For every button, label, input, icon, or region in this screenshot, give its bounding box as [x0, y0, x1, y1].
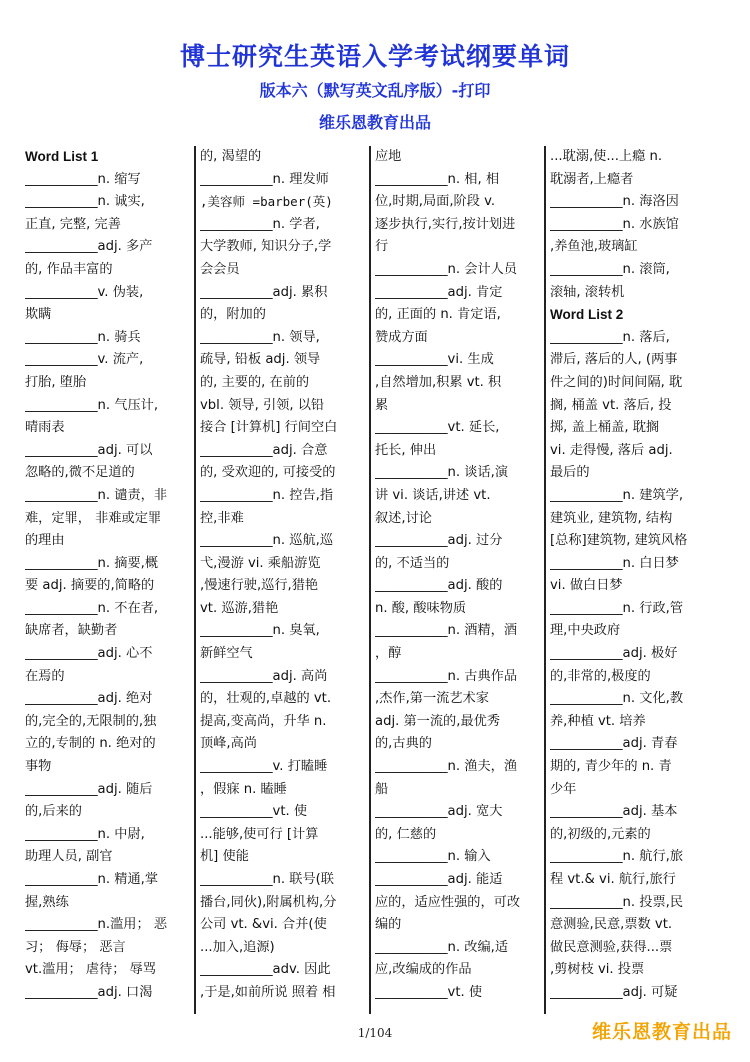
entry-line: 缺席者，缺勤者	[25, 623, 118, 639]
entry-line: 事物	[25, 759, 52, 775]
entry-line: ___________adj. 青春	[550, 736, 678, 752]
entry-line: 件之间的)时间间隔, 耽	[550, 374, 683, 390]
entry-line: ___________n. 学者,	[200, 216, 320, 232]
entry-line: adj. 第一流的,最优秀	[375, 713, 501, 729]
entry-line: ___________n. 相, 相	[375, 171, 500, 187]
entry-line: 逐步执行,实行,按计划进	[375, 216, 516, 232]
entry-line: 习； 侮辱； 恶言	[25, 939, 126, 955]
entry-line: ___________vt. 延长,	[375, 420, 500, 436]
entry-line: ___________n. 中尉,	[25, 826, 145, 842]
entry-line: 的理由	[25, 533, 65, 549]
entry-line: ___________n. 会计人员	[375, 261, 518, 277]
entry-line: n. 酸, 酸味物质	[375, 600, 467, 616]
entry-line: ___________n. 领导,	[200, 329, 320, 345]
entry-line: 期的, 青少年的 n. 青	[550, 759, 672, 775]
entry-line: ___________adj. 可疑	[550, 984, 678, 1000]
document-header	[0, 40, 750, 138]
entry-line: 应地	[375, 149, 402, 164]
entry-line: 少年	[550, 781, 577, 797]
entry-line: ___________n. 投票,民	[550, 894, 684, 910]
entry-line: ___________n. 建筑学,	[550, 487, 684, 503]
entry-line: 建筑业, 建筑物, 结构	[550, 510, 673, 526]
entry-line: ___________adj. 高尚	[200, 668, 328, 684]
entry-line: ___________adj. 酸的	[375, 578, 503, 594]
entry-line: ___________n. 谈话,演	[375, 465, 509, 481]
entry-line: 位,时期,局面,阶段 v.	[375, 194, 496, 210]
entry-line: ___________adj. 宽大	[375, 804, 503, 820]
entry-line: vi. 走得慢, 落后 adj.	[550, 442, 673, 458]
entry-line: ___________n. 改编,适	[375, 939, 509, 955]
entry-line: ___________n. 渔夫，渔	[375, 759, 518, 775]
entry-line: ___________n. 不在者,	[25, 600, 159, 616]
entry-line: vbl. 领导, 引领, 以铅	[200, 397, 325, 413]
entry-line: ___________adj. 绝对	[25, 691, 153, 707]
entry-line: vt. 巡游,猎艳	[200, 600, 279, 616]
entry-line: ___________adj. 随后	[25, 781, 153, 797]
entry-line: ,慢速行驶,巡行,猎艳	[200, 578, 319, 594]
entry-line: 最后的	[550, 465, 590, 481]
entry-line: 在焉的	[25, 668, 65, 684]
column-divider	[544, 146, 546, 1014]
entry-line: 的,古典的	[375, 736, 432, 752]
entry-line: ___________n. 精通,掌	[25, 872, 159, 887]
entry-line: ___________adj. 口渴	[25, 984, 153, 1000]
entry-line: 握,熟练	[25, 894, 69, 910]
entry-line: ___________n. 水族馆	[550, 216, 679, 232]
entry-line: 疏导, 铅板 adj. 领导	[200, 352, 321, 368]
entry-line: ,杰作,第一流艺术家	[375, 691, 489, 707]
word-column-2	[200, 146, 366, 1014]
word-column-1	[25, 146, 193, 1014]
entry-line: 接合 [计算机] 行间空白	[200, 420, 338, 436]
entry-line: 欺瞒	[25, 307, 52, 323]
entry-line: 正直, 完整, 完善	[25, 216, 121, 232]
entry-line: 耽溺者,上瘾者	[550, 171, 634, 187]
entry-line: ___________n. 航行,旅	[550, 849, 684, 865]
entry-line: ___________vi. 生成	[375, 352, 494, 368]
entry-line: 做民意测验,获得...票	[550, 939, 673, 955]
entry-line: ,于是,如前所说 照着 相	[200, 984, 336, 1000]
entry-line: ___________adj. 合意	[200, 442, 328, 458]
entry-line: vi. 做白日梦	[550, 578, 623, 594]
entry-line: 的, 渴望的	[200, 149, 262, 164]
entry-line: ___________adj. 肯定	[375, 284, 503, 300]
entry-line: ___________n. 古典作品	[375, 668, 518, 684]
entry-line: 编的	[375, 917, 402, 933]
entry-line: ___________adj. 极好	[550, 646, 678, 662]
entry-line: ___________n. 气压计,	[25, 397, 159, 413]
entry-line: ___________n. 诚实,	[25, 194, 145, 210]
entry-line: ___________v. 流产,	[25, 352, 144, 368]
entry-line: 应,改编成的作品	[375, 962, 472, 978]
entry-line: 掷, 盖上桶盖, 耽搁	[550, 420, 660, 436]
word-list-heading: Word List 2	[550, 307, 624, 323]
entry-line: 意测验,民意,票数 vt.	[550, 917, 673, 933]
entry-line: ___________v. 伪装,	[25, 284, 144, 300]
entry-line: ,剪树枝 vi. 投票	[550, 962, 645, 978]
entry-line: 立的,专制的 n. 绝对的	[25, 736, 156, 752]
entry-line: 搁, 桶盖 vt. 落后, 投	[550, 397, 672, 413]
entry-line: 的, 主要的, 在前的	[200, 374, 310, 390]
entry-line: 的,后来的	[25, 804, 82, 820]
entry-line: vt.滥用； 虐待； 辱骂	[25, 962, 157, 978]
entry-line: 机] 使能	[200, 849, 249, 865]
entry-line: 难，定罪， 非难或定罪	[25, 510, 162, 526]
entry-line: 弋,漫游 vi. 乘船游览	[200, 555, 321, 571]
entry-line: 大学教师, 知识分子,学	[200, 239, 332, 255]
entry-line: ...加入,追源)	[200, 939, 275, 955]
entry-line: 新鲜空气	[200, 646, 253, 662]
entry-line: 晴雨表	[25, 420, 65, 436]
entry-line: ___________n. 控告,指	[200, 487, 334, 503]
entry-line: 养,种植 vt. 培养	[550, 713, 646, 729]
entry-line: 应的，适应性强的，可改	[375, 894, 521, 910]
entry-line: ___________adv. 因此	[200, 962, 331, 978]
entry-line: 公司 vt. &vi. 合并(使	[200, 917, 327, 933]
entry-line: ___________n. 行政,管	[550, 600, 684, 616]
entry-line: ___________v. 打瞌睡	[200, 759, 328, 775]
entry-line: 滞后, 落后的人, (两事	[550, 352, 678, 368]
entry-line: ___________n. 臭氧,	[200, 623, 320, 639]
column-divider	[194, 146, 196, 1014]
entry-line: ___________adj. 基本	[550, 804, 678, 820]
entry-line: 的, 正面的 n. 肯定语,	[375, 307, 501, 323]
entry-line: ___________n.滥用； 恶	[25, 917, 168, 933]
entry-line: 的，附加的	[200, 307, 266, 323]
entry-line: ___________n. 文化,教	[550, 691, 684, 707]
entry-line: ___________adj. 能适	[375, 872, 503, 887]
entry-line: ，假寐 n. 瞌睡	[200, 781, 287, 797]
word-list-heading: Word List 1	[25, 149, 99, 164]
entry-line: ___________n. 理发师	[200, 171, 329, 187]
entry-line: ___________n. 落后,	[550, 329, 670, 345]
column-divider	[369, 146, 371, 1014]
entry-line: ___________n. 缩写	[25, 171, 141, 187]
entry-line: 滚轴, 滚转机	[550, 284, 625, 300]
entry-line: ___________adj. 累积	[200, 284, 328, 300]
entry-line: ___________n. 巡航,巡	[200, 533, 334, 549]
entry-line: 的,完全的,无限制的,独	[25, 713, 157, 729]
entry-line: 理,中央政府	[550, 623, 621, 639]
entry-line: 会会员	[200, 261, 240, 277]
entry-line: ___________n. 骑兵	[25, 329, 141, 345]
entry-line: 助理人员, 副官	[25, 849, 113, 865]
publisher-line: 维乐恩教育出品	[318, 113, 431, 132]
entry-line: 的, 作品丰富的	[25, 261, 113, 277]
entry-line: 提高,变高尚，升华 n.	[200, 713, 327, 729]
entry-line: 的，壮观的,卓越的 vt.	[200, 691, 332, 707]
entry-line: 要 adj. 摘要的,简略的	[25, 578, 155, 594]
entry-line: 行	[375, 239, 389, 255]
entry-line: 赞成方面	[375, 329, 428, 345]
entry-line: 船	[375, 781, 389, 797]
entry-line: ___________n. 白日梦	[550, 555, 679, 571]
entry-line: ___________adj. 心不	[25, 646, 153, 662]
entry-line: ___________n. 海洛因	[550, 194, 679, 210]
entry-line: ___________vt. 使	[375, 984, 483, 1000]
entry-line: 忽略的,微不足道的	[25, 465, 135, 481]
entry-line: ___________n. 摘要,概	[25, 555, 159, 571]
entry-line: 顶峰,高尚	[200, 736, 257, 752]
entry-line: ...能够,使可行 [计算	[200, 826, 319, 842]
entry-line: ___________n. 酒精，酒	[375, 623, 518, 639]
watermark-logo: 维乐恩教育出品	[591, 1021, 732, 1043]
entry-line: ___________vt. 使	[200, 804, 308, 820]
entry-line: ___________n. 滚筒,	[550, 261, 670, 277]
entry-line: ___________adj. 过分	[375, 533, 503, 549]
entry-line: 控,非难	[200, 510, 244, 526]
entry-line: ...耽溺,使...上瘾 n.	[550, 149, 663, 164]
entry-line: ，醇	[375, 646, 402, 662]
document-title: 博士研究生英语入学考试纲要单词	[179, 42, 570, 71]
document-subtitle: 版本六（默写英文乱序版）-打印	[259, 81, 491, 100]
entry-line: 叙述,讨论	[375, 510, 432, 526]
word-column-3	[375, 146, 545, 1014]
entry-line: [总称]建筑物, 建筑风格	[550, 533, 688, 549]
entry-line: 的,初级的,元素的	[550, 826, 651, 842]
entry-line: 累	[375, 397, 389, 413]
entry-line: 托长, 伸出	[375, 442, 437, 458]
entry-line: ,美容师 =barber(英)	[200, 194, 333, 210]
entry-line: ___________adj. 多产	[25, 239, 153, 255]
entry-line: 播台,同伙),附属机构,分	[200, 894, 337, 910]
word-column-4	[550, 146, 728, 1014]
entry-line: ___________n. 输入	[375, 849, 491, 865]
entry-line: ___________adj. 可以	[25, 442, 153, 458]
entry-line: ___________n. 谴责，非	[25, 487, 168, 503]
entry-line: 的, 受欢迎的, 可接受的	[200, 465, 336, 481]
entry-line: 程 vt.& vi. 航行,旅行	[550, 872, 676, 887]
entry-line: ,养鱼池,玻璃缸	[550, 239, 638, 255]
page-number: 1/104	[357, 1026, 393, 1040]
entry-line: ,自然增加,积累 vt. 积	[375, 374, 502, 390]
entry-line: 的,非常的,极度的	[550, 668, 651, 684]
word-list-columns	[23, 146, 729, 1014]
entry-line: 的, 不适当的	[375, 555, 450, 571]
entry-line: 打胎, 堕胎	[25, 374, 87, 390]
entry-line: 的, 仁慈的	[375, 826, 437, 842]
entry-line: ___________n. 联号(联	[200, 872, 334, 887]
entry-line: 讲 vi. 谈话,讲述 vt.	[375, 487, 491, 503]
